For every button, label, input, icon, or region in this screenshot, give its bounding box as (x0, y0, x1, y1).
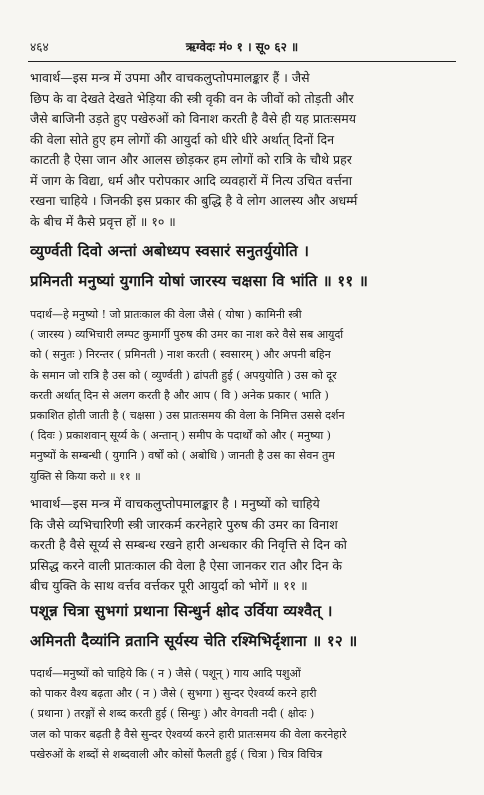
text-line: को ( सनुतः ) निरन्तर ( प्रमिनती ) नाश करती ( स्वसारम् ) और अपनी बहिन (30, 348, 331, 362)
text-line: कि जैसे व्यभिचारिणी स्त्री जारकर्म करनेहारे पुरुष की उमर का विनाश (30, 516, 338, 532)
header-rule (28, 61, 456, 62)
mantra-line: पशून्न चित्रा सुभगां प्रथाना सिन्धुर्न क्षोद उर्विया व्यश्वैत् । (30, 602, 333, 620)
text-line: ( दिवः ) प्रकाशवान् सूर्य्य के ( अन्तान् ) समीप के पदार्थों को और ( मनुष्या ) (30, 429, 331, 443)
text-line: में जाग के विद्या, धर्म और परोपकार आदि व्यवहारों में नित्य उचित वर्त्तना (30, 172, 352, 188)
text-line: भावार्थ—इस मन्त्र में वाचकलुप्तोपमालङ्कार है । मनुष्यों को चाहिये (30, 496, 320, 511)
mantra-line: व्युर्ण्वती दिवो अन्तां अबोध्यप स्वसारं सनुतर्युयोति । (30, 242, 310, 260)
bhavartha-11 (30, 494, 460, 597)
text-line: भावार्थ—इस मन्त्र में उपमा और वाचकलुप्तोपमालङ्कार हैं । जैसे (30, 70, 310, 85)
text-line: प्रकाशित होती जाती है ( चक्षसा ) उस प्रातःसमय की वेला के निमित्त उससे दर्शन (30, 409, 345, 423)
page-header (30, 36, 454, 58)
text-line: छिप के वा देखते देखते भेड़िया की स्त्री वृकी वन के जीवों को तोड़ती और (30, 90, 354, 106)
text-line: बीच युक्ति के साथ वर्त्तव वर्त्तकर पूरी आयुर्दा को भोगें ॥ ११ ॥ (30, 578, 308, 593)
text-line: के बीच में कैसे प्रवृत्त हों ॥ १० ॥ (30, 213, 176, 229)
text-line: प्रसिद्ध करने वाली प्रातःकाल की वेला है ऐसा जानकर रात और दिन के (30, 557, 343, 573)
text-line: पदार्थ—मनुष्यों को चाहिये कि ( न ) जैसे ( पशून् ) गाय आदि पशुओं (30, 667, 301, 680)
mantra-line: अमिनती दैव्यांनि व्रतानि सूर्यस्य चेति रश्मिभिर्दृशाना ॥ १२ ॥ (30, 632, 358, 650)
text-line: जल को पाकर बढ़ती है वैसे सुन्दर ऐश्वर्य्य करने हारी प्रातःसमय की वेला करनेहारे (30, 727, 347, 741)
text-line: पखेरुओं के शब्दों से शब्दवाली और कोसों फैलती हुई ( चित्रा ) चित्र विचित्र (30, 747, 323, 761)
text-line: रखना चाहिये । जिनकी इस प्रकार की बुद्धि है वे लोग आलस्य और अधर्म्म (30, 193, 358, 208)
bhavartha-10 (30, 68, 460, 232)
text-line: मनुष्यों के सम्बन्धी ( युगानि ) वर्षों को ( अबोधि ) जानती है उस का सेवन तुम (30, 449, 335, 463)
text-line: की वेला सोते हुए हम लोगों की आयुर्दा को धीरे धीरे अर्थात् दिनों दिन (30, 131, 335, 147)
page-number: ४६४ (30, 40, 49, 54)
text-line: ( प्रथाना ) तरङ्गों से शब्द करती हुई ( सिन्धुः ) और वेगवती नदी ( क्षोदः ) (30, 707, 315, 721)
text-line: ( जारस्य ) व्यभिचारी लम्पट कुमार्गी पुरुष की उमर का नाश करे वैसे सब आयुर्दा (30, 328, 344, 342)
running-title: ऋग्वेदः मं० १ । सू० ६२ ॥ (185, 40, 299, 54)
text-line: को पाकर वैश्य बढ़ता और ( न ) जैसे ( सुभगा ) सुन्दर ऐश्वर्य्य करने हारी (30, 687, 317, 701)
text-line: युक्ति से किया करो ॥ ११ ॥ (30, 469, 141, 483)
text-line: के समान जो रात्रि है उस को ( व्युर्ण्वती ) ढांपती हुई ( अपयुयोति ) उस को दूर (30, 368, 337, 382)
text-line: पदार्थ—हे मनुष्यो ! जो प्रातःकाल की वेला जैसे ( योषा ) कामिनी स्त्री (30, 308, 302, 321)
mantra-12 (30, 596, 464, 656)
text-line: जैसे बाजिनी उड़ते हुए पखेरुओं को विनाश करती है वैसे ही यह प्रातःसमय (30, 111, 357, 126)
text-line: काटती है ऐसा जान और आलस छोड़कर हम लोगों को रात्रि के चौथे प्रहर (30, 152, 352, 167)
text-line: करती अर्थात् दिन से अलग करती है और आप ( वि ) अनेक प्रकार ( भाति ) (30, 388, 329, 402)
mantra-line: प्रमिनती मनुष्यां युगानि योषां जारस्य चक्षसा वि भांति ॥ ११ ॥ (30, 272, 369, 290)
padartha-11 (30, 305, 460, 487)
mantra-11 (30, 236, 464, 296)
padartha-12 (30, 664, 460, 765)
text-line: करती है वैसे सूर्य्य से सम्बन्ध रखने हारी अन्धकार की निवृत्ति से दिन को (30, 537, 347, 552)
